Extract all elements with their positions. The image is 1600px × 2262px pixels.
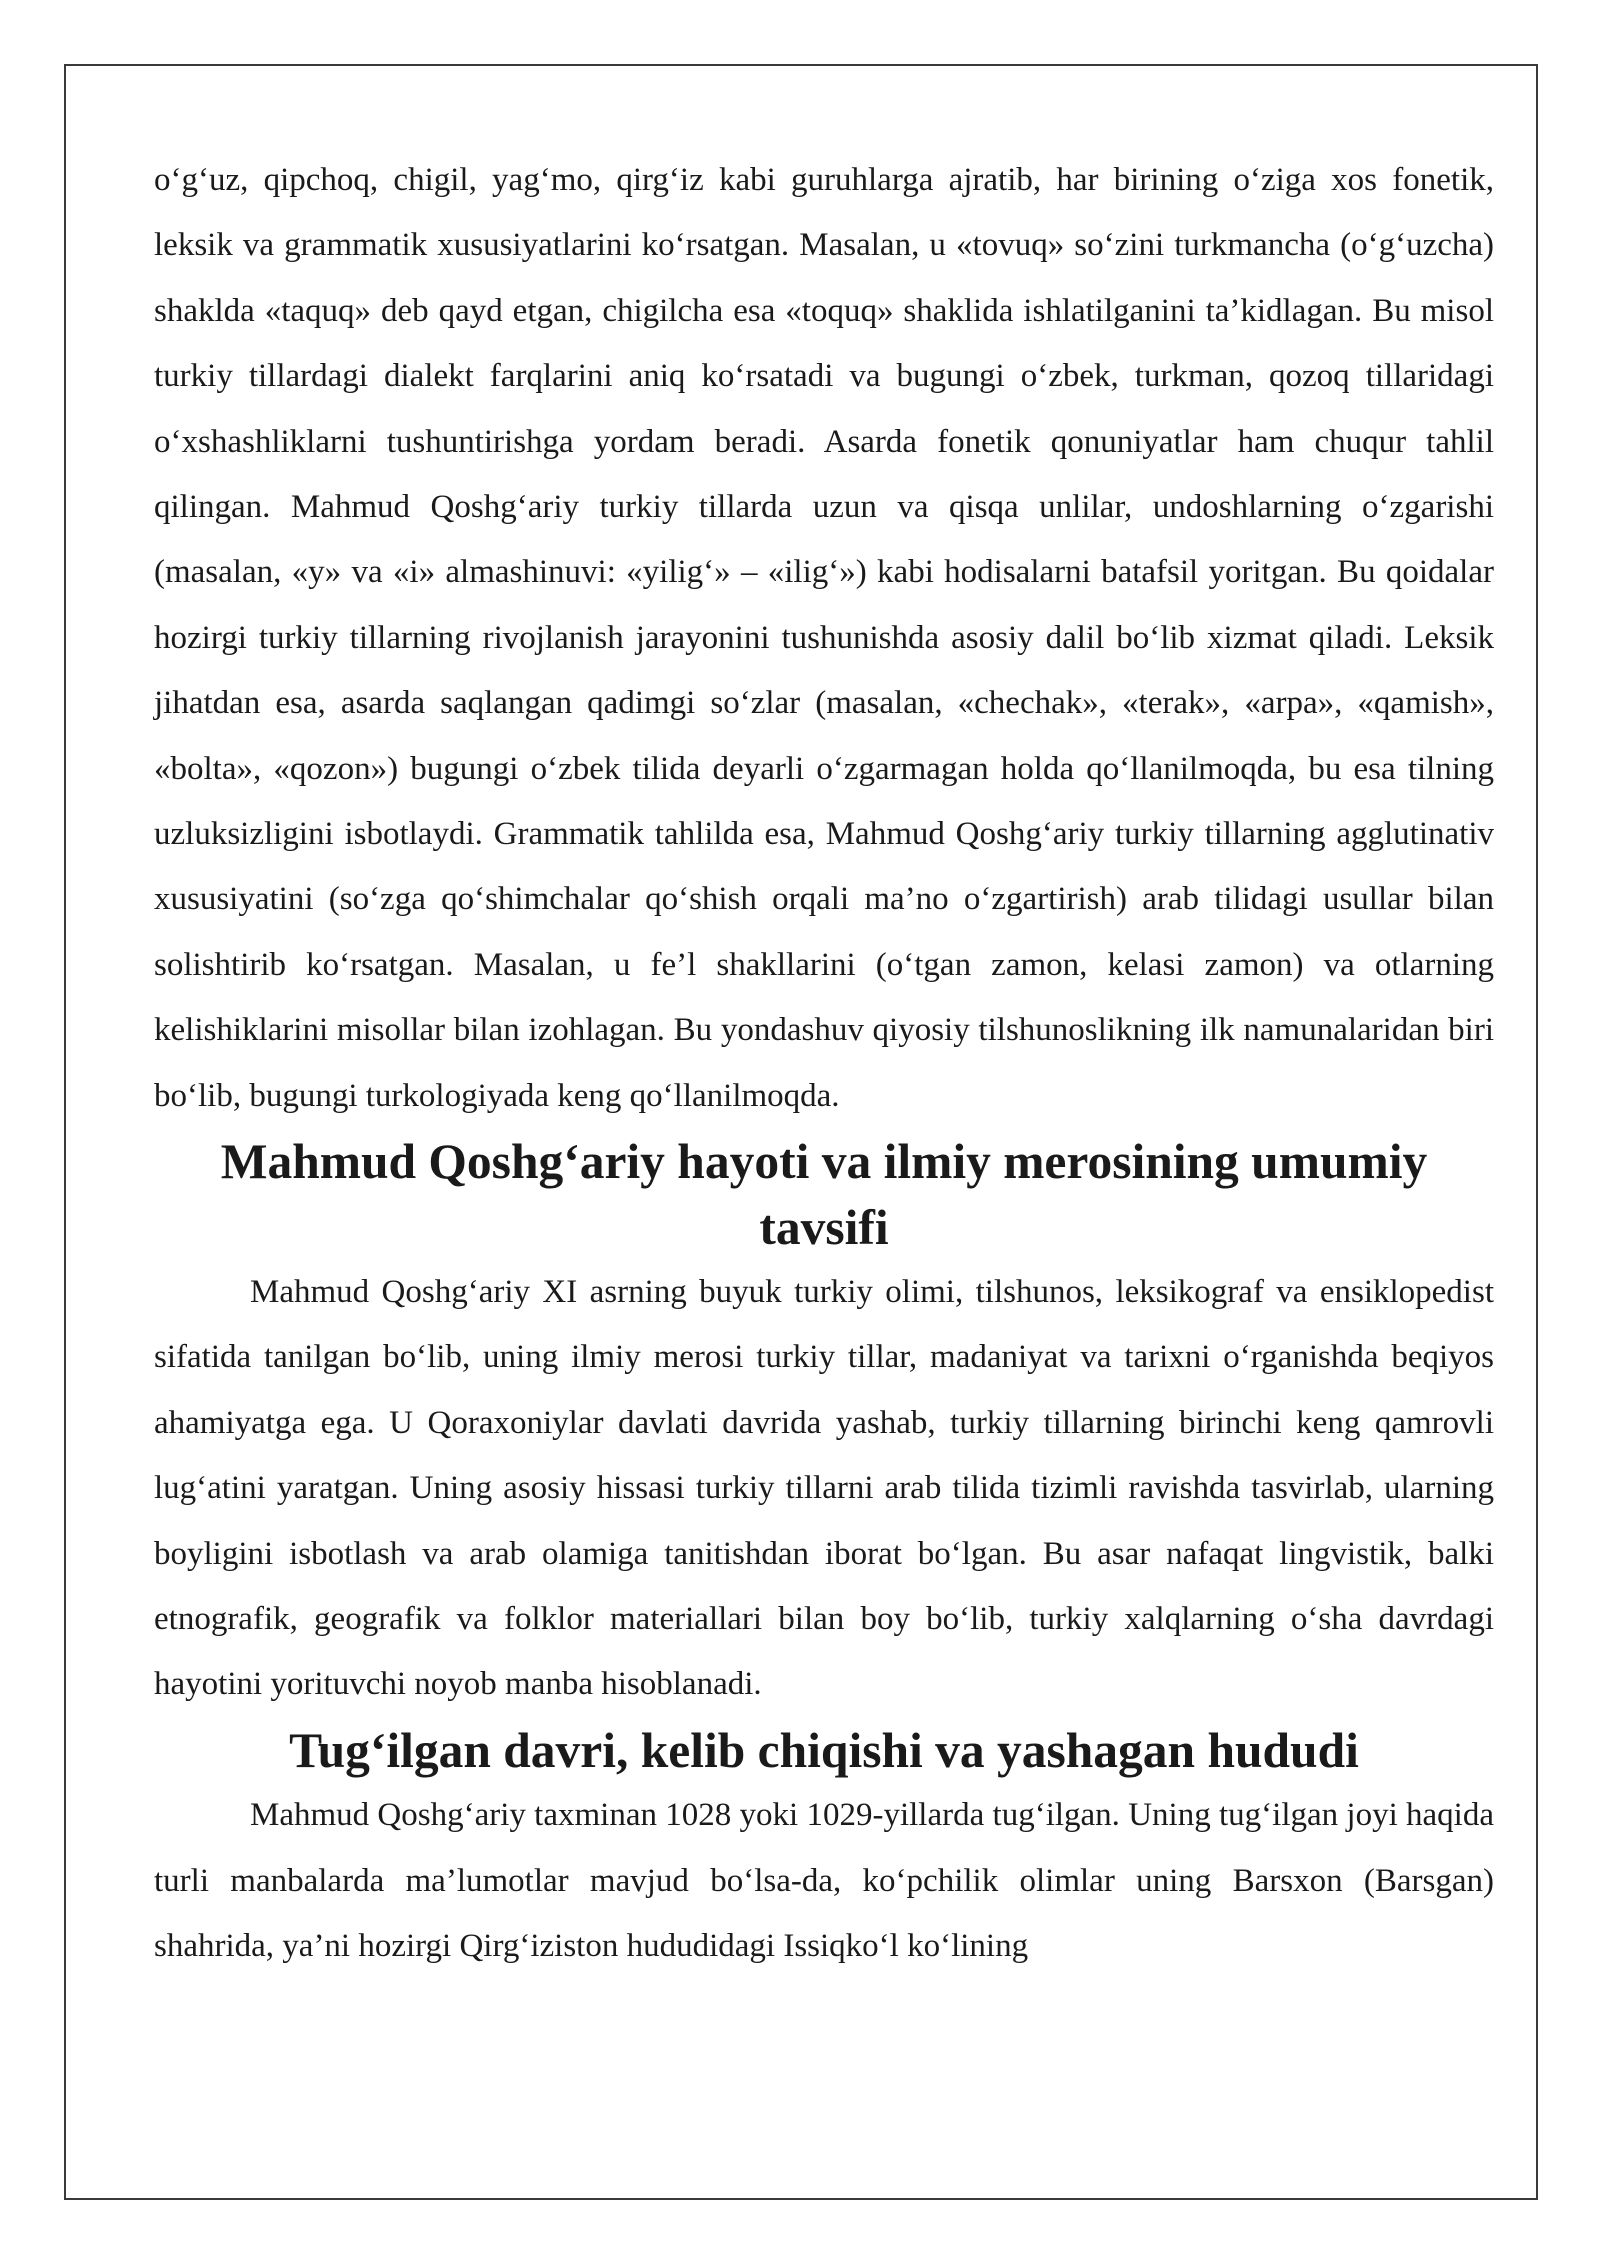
body-paragraph: Mahmud Qoshg‘ariy taxminan 1028 yoki 1029-yillarda tug‘ilgan. Uning tug‘ilgan joyi haqida turli manbalarda ma’lumotlar mavjud bo‘lsa-da, ko‘pchilik olimlar uning Barsxon (Barsgan) shahrida, ya’ni hozirgi Qirg‘iziston hududidagi Issiqko‘l ko‘lining xyxy=(154,1797,1494,1964)
section-heading: Tug‘ilgan davri, kelib chiqishi va yashagan hududi xyxy=(289,1722,1359,1778)
document-body xyxy=(154,148,1494,1979)
section-heading: Mahmud Qoshg‘ariy hayoti va ilmiy merosining umumiy tavsifi xyxy=(220,1134,1428,1255)
body-paragraph: o‘g‘uz, qipchoq, chigil, yag‘mo, qirg‘iz kabi guruhlarga ajratib, har birining o‘ziga xos fonetik, leksik va grammatik xususiyatlarini ko‘rsatgan. Masalan, u «tovuq» so‘zini turkmancha (o‘g‘uzcha) shaklda «taquq» deb qayd etgan, chigilcha esa «toquq» shaklida ishlatilganini ta’kidlagan. Bu misol turkiy tillardagi dialekt farqlarini aniq ko‘rsatadi va bugungi o‘zbek, turkman, qozoq tillaridagi o‘xshashliklarni tushuntirishga yordam beradi. Asarda fonetik qonuniyatlar ham chuqur tahlil qilingan. Mahmud Qoshg‘ariy turkiy tillarda uzun va qisqa unlilar, undoshlarning o‘zgarishi (masalan, «y» va «i» almashinuvi: «yilig‘» – «ilig‘») kabi hodisalarni batafsil yoritgan. Bu qoidalar hozirgi turkiy tillarning rivojlanish jarayonini tushunishda asosiy dalil bo‘lib xizmat qiladi. Leksik jihatdan esa, asarda saqlangan qadimgi so‘zlar (masalan, «chechak», «terak», «arpa», «qamish», «bolta», «qozon») bugungi o‘zbek tilida deyarli o‘zgarmagan holda qo‘llanilmoqda, bu esa tilning uzluksizligini isbotlaydi. Grammatik tahlilda esa, Mahmud Qoshg‘ariy turkiy tillarning agglutinativ xususiyatini (so‘zga qo‘shimchalar qo‘shish orqali ma’no o‘zgartirish) arab tilidagi usullar bilan solishtirib ko‘rsatgan. Masalan, u fe’l shakllarini (o‘tgan zamon, kelasi zamon) va otlarning kelishiklarini misollar bilan izohlagan. Bu yondashuv qiyosiy tilshunoslikning ilk namunalaridan biri bo‘lib, bugungi turkologiyada keng qo‘llanilmoqda. xyxy=(154,162,1494,1114)
body-paragraph: Mahmud Qoshg‘ariy XI asrning buyuk turkiy olimi, tilshunos, leksikograf va ensiklopedist sifatida tanilgan bo‘lib, uning ilmiy merosi turkiy tillar, madaniyat va tarixni o‘rganishda beqiyos ahamiyatga ega. U Qoraxoniylar davlati davrida yashab, turkiy tillarning birinchi keng qamrovli lug‘atini yaratgan. Uning asosiy hissasi turkiy tillarni arab tilida tizimli ravishda tasvirlab, ularning boyligini isbotlash va arab olamiga tanitishdan iborat bo‘lgan. Bu asar nafaqat lingvistik, balki etnografik, geografik va folklor materiallari bilan boy bo‘lib, turkiy xalqlarning o‘sha davrdagi hayotini yorituvchi noyob manba hisoblanadi. xyxy=(154,1273,1494,1703)
